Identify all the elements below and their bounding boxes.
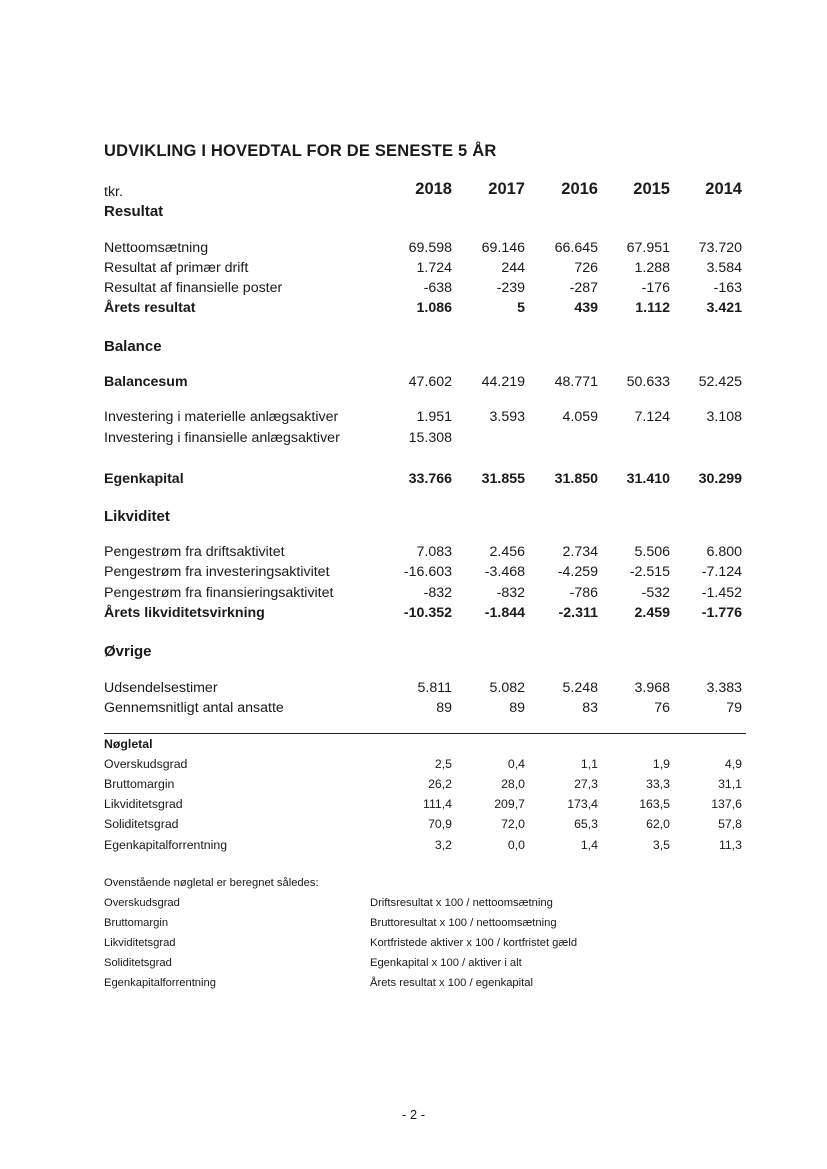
section-ovrige [0,643,827,663]
value-2014: 57,8 [718,817,742,831]
row-label: Resultat af primær drift [104,260,249,276]
section-resultat [0,203,827,223]
value-2014: 31,1 [718,777,742,791]
value-2016: 65,3 [574,817,598,831]
value-2017: -239 [496,280,525,296]
value-2018: 3,2 [434,838,452,852]
value-2015: -2.515 [629,564,670,580]
row-label: Gennemsnitligt antal ansatte [104,700,284,716]
value-2015: 1.112 [635,300,670,316]
value-2014: 3.108 [706,409,742,425]
value-2017: 5 [517,300,525,316]
note-name: Likviditetsgrad [104,937,176,949]
value-2018: 89 [436,700,452,716]
table-row [0,260,827,280]
value-2016: 31.850 [554,471,598,487]
value-2018: 33.766 [408,471,452,487]
section-title: Øvrige [104,643,152,660]
value-2018: -16.603 [403,564,452,580]
row-label: Resultat af finansielle poster [104,280,283,296]
notes-intro-row [0,877,827,897]
note-formula: Egenkapital x 100 / aktiver i alt [370,957,522,969]
row-label: Bruttomargin [104,777,175,791]
row-label: Investering i finansielle anlægsaktiver [104,430,340,446]
value-2016: 439 [574,300,598,316]
value-2016: 2.734 [562,544,598,560]
note-item [0,977,827,997]
row-label: Pengestrøm fra driftsaktivitet [104,544,285,560]
value-2015: 67.951 [626,240,670,256]
value-2016: 27,3 [574,777,598,791]
section-title: Nøgletal [104,737,153,751]
year-2018: 2018 [415,180,452,198]
value-2018: 69.598 [408,240,452,256]
note-formula: Kortfristede aktiver x 100 / kortfristet gæld [370,937,578,949]
row-label: Udsendelsestimer [104,680,218,696]
value-2017: 5.082 [489,680,525,696]
value-2016: 726 [574,260,598,276]
table-row [0,700,827,720]
value-2015: 33,3 [646,777,670,791]
year-header-row [0,180,827,200]
section-balance [0,338,827,358]
value-2016: 83 [582,700,598,716]
note-formula: Bruttoresultat x 100 / nettoomsætning [370,917,557,929]
table-row [0,471,827,491]
value-2018: 2,5 [434,757,452,771]
table-row [0,797,827,817]
year-2016: 2016 [561,180,598,198]
value-2017: 28,0 [501,777,525,791]
value-2016: 1,1 [580,757,598,771]
value-2016: 1,4 [580,838,598,852]
value-2014: 137,6 [711,797,742,811]
row-label: Egenkapitalforrentning [104,838,228,852]
value-2018: 47.602 [408,374,452,390]
value-2014: 3.421 [706,300,742,316]
value-2014: 11,3 [718,838,742,852]
value-2016: -4.259 [557,564,598,580]
value-2018: 111,4 [423,797,452,811]
value-2014: 73.720 [698,240,742,256]
value-2018: 15.308 [408,430,452,446]
value-2017: 0,4 [507,757,525,771]
value-2016: -786 [569,585,598,601]
value-2018: 7.083 [416,544,452,560]
value-2015: 1.288 [634,260,670,276]
table-row [0,838,827,858]
page-title: UDVIKLING I HOVEDTAL FOR DE SENESTE 5 ÅR [104,142,497,160]
value-2014: 6.800 [706,544,742,560]
value-2015: -532 [641,585,670,601]
value-2018: 5.811 [417,680,452,696]
value-2016: 66.645 [554,240,598,256]
row-label: Nettoomsætning [104,240,209,256]
table-row [0,757,827,777]
row-label: Pengestrøm fra investeringsaktivitet [104,564,330,580]
value-2017: 89 [509,700,525,716]
table-row [0,280,827,300]
row-label: Soliditetsgrad [104,817,179,831]
section-title: Likviditet [104,508,170,525]
value-2014: -1.776 [701,605,742,621]
table-row [0,544,827,564]
note-formula: Driftsresultat x 100 / nettoomsætning [370,897,553,909]
value-2016: -2.311 [558,605,598,621]
table-row [0,564,827,584]
table-row [0,680,827,700]
notes-intro: Ovenstående nøgletal er beregnet således: [104,877,319,889]
table-row [0,605,827,625]
note-formula: Årets resultat x 100 / egenkapital [370,977,533,989]
value-2014: 79 [726,700,742,716]
divider [104,733,746,734]
value-2017: 209,7 [494,797,525,811]
value-2014: 3.584 [706,260,742,276]
row-label: Pengestrøm fra finansieringsaktivitet [104,585,334,601]
note-item [0,917,827,937]
table-row [0,409,827,429]
value-2017: 44.219 [481,374,525,390]
value-2015: 5.506 [634,544,670,560]
value-2017: 3.593 [489,409,525,425]
row-label: Årets likviditetsvirkning [104,605,265,621]
value-2015: 1,9 [652,757,670,771]
table-row [0,374,827,394]
value-2014: -7.124 [701,564,742,580]
table-row [0,430,827,450]
value-2018: -832 [423,585,452,601]
table-row [0,240,827,260]
value-2017: -1.844 [484,605,525,621]
note-item [0,937,827,957]
value-2015: 50.633 [626,374,670,390]
value-2018: -10.352 [403,605,452,621]
row-label: Egenkapital [104,471,184,487]
value-2017: -3.468 [484,564,525,580]
year-2015: 2015 [633,180,670,198]
value-2015: 76 [654,700,670,716]
value-2014: 4,9 [724,757,742,771]
row-label: Årets resultat [104,300,196,316]
value-2015: 31.410 [626,471,670,487]
row-label: Likviditetsgrad [104,797,183,811]
value-2015: -176 [641,280,670,296]
value-2015: 3.968 [634,680,670,696]
section-likviditet [0,508,827,528]
value-2015: 3,5 [652,838,670,852]
value-2017: 31.855 [481,471,525,487]
section-noegletal [0,737,827,757]
value-2018: 70,9 [428,817,452,831]
value-2017: 69.146 [481,240,525,256]
value-2016: 4.059 [562,409,598,425]
value-2017: 72,0 [501,817,525,831]
value-2014: 3.383 [706,680,742,696]
unit-label: tkr. [104,184,123,200]
row-label: Investering i materielle anlægsaktiver [104,409,339,425]
value-2016: -287 [569,280,598,296]
table-row [0,777,827,797]
value-2014: -1.452 [701,585,742,601]
page-number: - 2 - [401,1107,426,1122]
table-row [0,817,827,837]
value-2016: 5.248 [562,680,598,696]
section-title: Resultat [104,203,164,220]
value-2018: 1.724 [416,260,452,276]
year-2014: 2014 [705,180,742,198]
value-2014: -163 [713,280,742,296]
value-2015: 7.124 [634,409,670,425]
value-2017: 2.456 [489,544,525,560]
row-label: Overskudsgrad [104,757,188,771]
year-2017: 2017 [488,180,525,198]
note-name: Soliditetsgrad [104,957,172,969]
section-title: Balance [104,338,162,355]
value-2018: 1.951 [416,409,452,425]
value-2015: 163,5 [639,797,670,811]
value-2017: 0,0 [507,838,525,852]
value-2014: 52.425 [698,374,742,390]
value-2017: -832 [496,585,525,601]
value-2016: 173,4 [567,797,598,811]
row-label: Balancesum [104,374,188,390]
note-name: Egenkapitalforrentning [104,977,216,989]
value-2016: 48.771 [554,374,598,390]
note-name: Overskudsgrad [104,897,180,909]
note-item [0,897,827,917]
value-2018: 1.086 [416,300,452,316]
table-row [0,585,827,605]
note-item [0,957,827,977]
value-2014: 30.299 [698,471,742,487]
note-name: Bruttomargin [104,917,169,929]
value-2018: -638 [423,280,452,296]
value-2017: 244 [501,260,525,276]
value-2015: 2.459 [634,605,670,621]
value-2018: 26,2 [428,777,452,791]
value-2015: 62,0 [646,817,670,831]
table-row [0,300,827,320]
